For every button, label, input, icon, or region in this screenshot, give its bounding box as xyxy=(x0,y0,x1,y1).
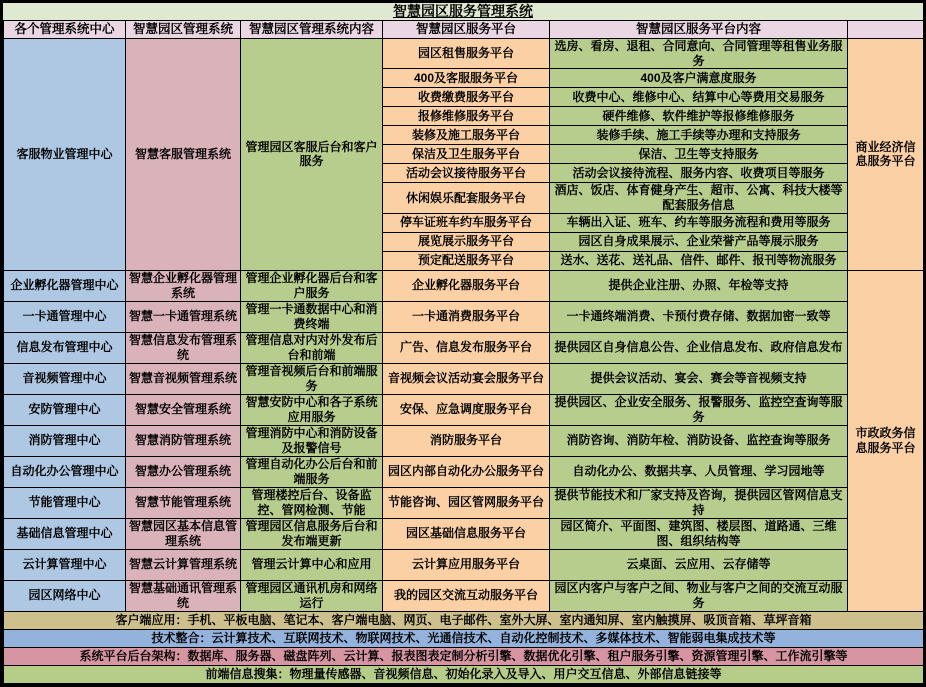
system-cell: 智慧云计算管理系统 xyxy=(126,549,241,580)
center-cell: 客服物业管理中心 xyxy=(4,39,126,271)
system-content-cell: 智慧安防中心和各子系统应用服务 xyxy=(241,394,383,425)
platform-content-cell: 提供会议活动、宴会、赛会等音视频支持 xyxy=(550,363,848,394)
header-center: 各个管理系统中心 xyxy=(4,21,126,39)
platform-content-cell: 一卡通终端消费、卡预付费存储、数据加密一致等 xyxy=(550,301,848,332)
platform-content-cell: 收费中心、维修中心、结算中心等费用交易服务 xyxy=(550,88,848,107)
platform-content-cell: 选房、看房、退租、合同意向、合同管理等租售业务服务 xyxy=(550,39,848,69)
system-cell: 智慧办公管理系统 xyxy=(126,456,241,487)
info-platform-cell: 商业经济信息服务平台 xyxy=(848,39,924,271)
page-title: 智慧园区服务管理系统 xyxy=(3,3,923,20)
center-cell: 基础信息管理中心 xyxy=(4,518,126,549)
platform-cell: 安保、应急调度服务平台 xyxy=(383,394,550,425)
system-cell: 智慧客服管理系统 xyxy=(126,39,241,271)
platform-cell: 我的园区交流互动服务平台 xyxy=(383,580,550,611)
system-content-cell: 管理园区客服后台和客户服务 xyxy=(241,39,383,271)
center-cell: 信息发布管理中心 xyxy=(4,332,126,363)
platform-cell: 云计算应用服务平台 xyxy=(383,549,550,580)
table-row xyxy=(4,456,924,487)
table-row xyxy=(4,580,924,611)
platform-content-cell: 酒店、饭店、体育健身产生、超市、公寓、科技大楼等配套服务信息 xyxy=(550,183,848,213)
system-content-cell: 管理楼控后台、设备监控、管网检测、节能 xyxy=(241,487,383,518)
system-content-cell: 管理音视频后台和前端服务 xyxy=(241,363,383,394)
platform-cell: 装修及施工服务平台 xyxy=(383,126,550,145)
system-cell: 智慧基础通讯管理系统 xyxy=(126,580,241,611)
header-platform: 智慧园区服务平台 xyxy=(383,21,550,39)
platform-content-cell: 硬件维修、软件维护等报修维修服务 xyxy=(550,107,848,126)
platform-content-cell: 提供节能技术和厂家支持及咨询，提供园区管网信息支持 xyxy=(550,487,848,518)
system-content-cell: 管理园区信息服务后台和发布端更新 xyxy=(241,518,383,549)
platform-cell: 停车证班车约车服务平台 xyxy=(383,213,550,232)
platform-content-cell: 园区内客户与客户之间、物业与客户之间的交流互动服务 xyxy=(550,580,848,611)
footer-frontend-collection-text: 前端信息搜集：物理量传感器、音视频信息、初始化录入及导入、用户交互信息、外部信息链接等 xyxy=(4,665,924,683)
table-row xyxy=(4,363,924,394)
center-cell: 音视频管理中心 xyxy=(4,363,126,394)
system-content-cell: 管理消防中心和消防设备及报警信号 xyxy=(241,425,383,456)
header-platform-content: 智慧园区服务平台内容 xyxy=(550,21,848,39)
system-content-cell: 管理一卡通数据中心和消费终端 xyxy=(241,301,383,332)
system-content-cell: 管理信息对内对外发布后台和前端 xyxy=(241,332,383,363)
header-system: 智慧园区管理系统 xyxy=(126,21,241,39)
system-content-cell: 管理自动化办公后台和前端服务 xyxy=(241,456,383,487)
center-cell: 云计算管理中心 xyxy=(4,549,126,580)
platform-content-cell: 消防咨询、消防年检、消防设备、监控查询等服务 xyxy=(550,425,848,456)
platform-cell: 展览展示服务平台 xyxy=(383,232,550,251)
system-cell: 智慧音视频管理系统 xyxy=(126,363,241,394)
platform-cell: 消防服务平台 xyxy=(383,425,550,456)
platform-content-cell: 提供园区、企业安全服务、报警服务、监控空查询等服务 xyxy=(550,394,848,425)
table-row xyxy=(4,549,924,580)
table-row xyxy=(4,425,924,456)
platform-content-cell: 活动会议接待流程、服务内容、收费项目等服务 xyxy=(550,164,848,183)
platform-cell: 400及客服服务平台 xyxy=(383,69,550,88)
system-cell: 智慧节能管理系统 xyxy=(126,487,241,518)
system-content-cell: 管理云计算中心和应用 xyxy=(241,549,383,580)
platform-content-cell: 园区简介、平面图、建筑图、楼层图、道路通、三维图、组织结构等 xyxy=(550,518,848,549)
footer-row-backend-architecture xyxy=(4,647,924,665)
system-cell: 智慧消防管理系统 xyxy=(126,425,241,456)
platform-content-cell: 车辆出入证、班车、约车等服务流程和费用等服务 xyxy=(550,213,848,232)
system-cell: 智慧园区基本信息管理系统 xyxy=(126,518,241,549)
platform-content-cell: 装修手续、施工手续等办理和支持服务 xyxy=(550,126,848,145)
platform-content-cell: 送水、送花、送礼品、信件、邮件、报刊等物流服务 xyxy=(550,251,848,270)
info-platform-cell: 市政政务信息服务平台 xyxy=(848,270,924,611)
platform-content-cell: 提供企业注册、办照、年检等支持 xyxy=(550,270,848,301)
platform-content-cell: 云桌面、云应用、云存储等 xyxy=(550,549,848,580)
platform-cell: 节能咨询、园区管网服务平台 xyxy=(383,487,550,518)
system-content-cell: 管理园区通讯机房和网络运行 xyxy=(241,580,383,611)
footer-backend-architecture-text: 系统平台后台架构：数据库、服务器、磁盘阵列、云计算、报表图表定制分析引擎、数据优化引擎、租户服务引擎、资源管理引擎、工作流引擎等 xyxy=(4,647,924,665)
system-content-cell: 管理企业孵化器后台和客户服务 xyxy=(241,270,383,301)
table-row xyxy=(4,39,924,69)
center-cell: 自动化办公管理中心 xyxy=(4,456,126,487)
footer-client-apps-text: 客户端应用：手机、平板电脑、笔记本、客户端电脑、网页、电子邮件、室外大屏、室内通知屏、室内触摸屏、吸顶音箱、草坪音箱 xyxy=(4,611,924,629)
center-cell: 节能管理中心 xyxy=(4,487,126,518)
center-cell: 一卡通管理中心 xyxy=(4,301,126,332)
platform-cell: 报修维修服务平台 xyxy=(383,107,550,126)
platform-cell: 广告、信息发布服务平台 xyxy=(383,332,550,363)
platform-cell: 音视频会议活动宴会服务平台 xyxy=(383,363,550,394)
platform-cell: 企业孵化器服务平台 xyxy=(383,270,550,301)
service-management-table xyxy=(3,20,924,684)
platform-cell: 园区内部自动化办公服务平台 xyxy=(383,456,550,487)
platform-cell: 一卡通消费服务平台 xyxy=(383,301,550,332)
system-cell: 智慧一卡通管理系统 xyxy=(126,301,241,332)
platform-cell: 园区基础信息服务平台 xyxy=(383,518,550,549)
platform-cell: 园区租售服务平台 xyxy=(383,39,550,69)
system-cell: 智慧信息发布管理系统 xyxy=(126,332,241,363)
platform-cell: 休闲娱乐配套服务平台 xyxy=(383,183,550,213)
header-row xyxy=(4,21,924,39)
header-empty xyxy=(848,21,924,39)
platform-content-cell: 400及客户满意度服务 xyxy=(550,69,848,88)
footer-row-tech-integration xyxy=(4,629,924,647)
header-system-content: 智慧园区管理系统内容 xyxy=(241,21,383,39)
platform-cell: 收费缴费服务平台 xyxy=(383,88,550,107)
table-row xyxy=(4,394,924,425)
platform-content-cell: 园区自身成果展示、企业荣誉产品等展示服务 xyxy=(550,232,848,251)
footer-tech-integration-text: 技术整合：云计算技术、互联网技术、物联网技术、光通信技术、自动化控制技术、多媒体技术、智能弱电集成技术等 xyxy=(4,629,924,647)
table-row xyxy=(4,518,924,549)
system-cell: 智慧企业孵化器管理系统 xyxy=(126,270,241,301)
center-cell: 企业孵化器管理中心 xyxy=(4,270,126,301)
platform-cell: 活动会议接待服务平台 xyxy=(383,164,550,183)
footer-row-frontend-collection xyxy=(4,665,924,683)
center-cell: 园区网络中心 xyxy=(4,580,126,611)
table-row xyxy=(4,270,924,301)
platform-cell: 预定配送服务平台 xyxy=(383,251,550,270)
system-cell: 智慧安全管理系统 xyxy=(126,394,241,425)
platform-content-cell: 提供园区自身信息公告、企业信息发布、政府信息发布 xyxy=(550,332,848,363)
center-cell: 消防管理中心 xyxy=(4,425,126,456)
platform-cell: 保洁及卫生服务平台 xyxy=(383,145,550,164)
platform-content-cell: 自动化办公、数据共享、人员管理、学习园地等 xyxy=(550,456,848,487)
platform-content-cell: 保洁、卫生等支持服务 xyxy=(550,145,848,164)
table-row xyxy=(4,487,924,518)
table-row xyxy=(4,301,924,332)
footer-row-client-apps xyxy=(4,611,924,629)
center-cell: 安防管理中心 xyxy=(4,394,126,425)
table-row xyxy=(4,332,924,363)
